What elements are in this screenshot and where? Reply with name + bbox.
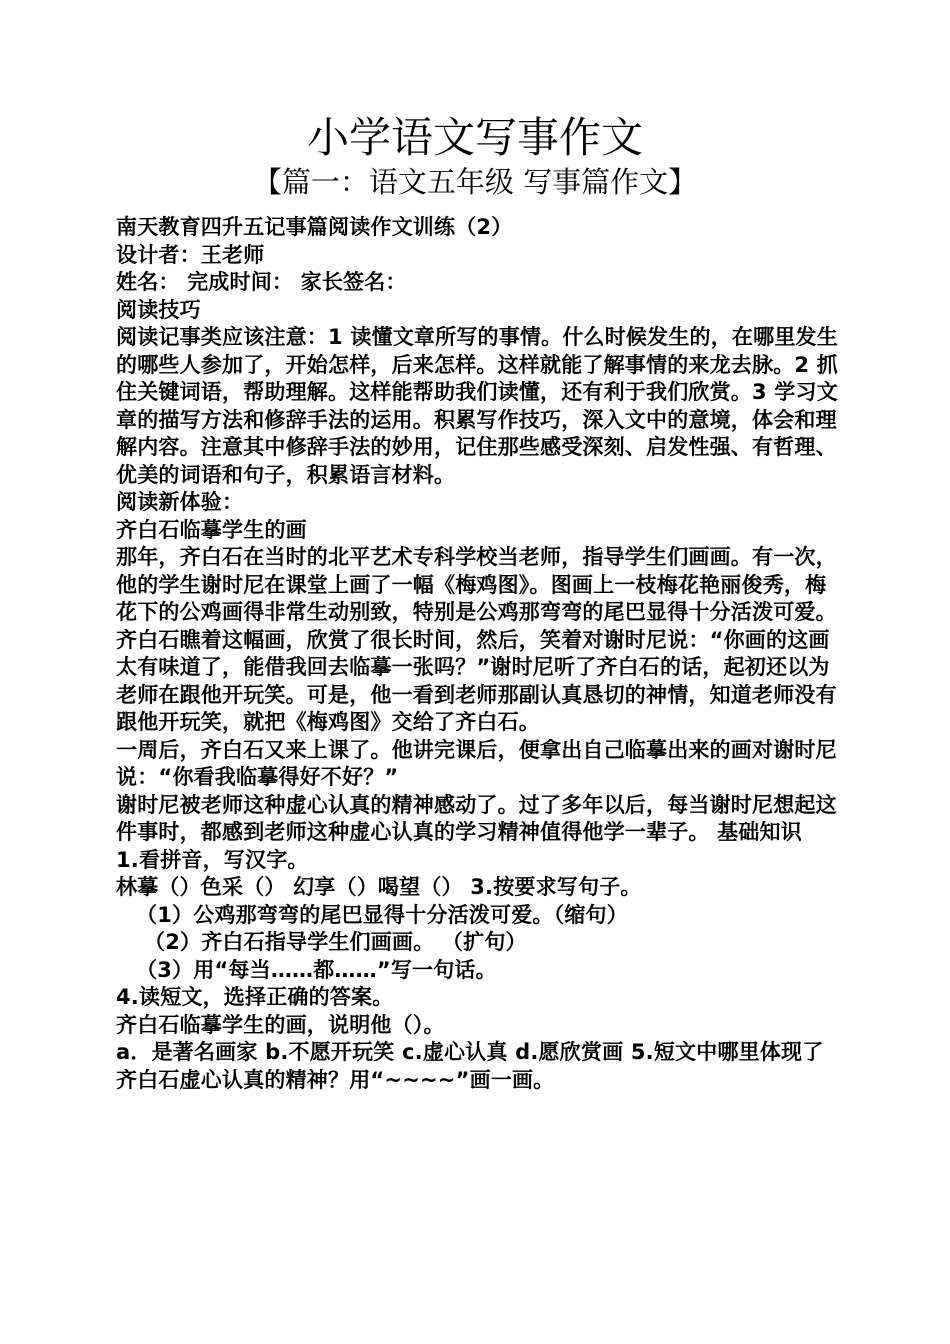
student-info-line: 姓名： 完成时间： 家长签名： [116,270,407,294]
story-paragraph-4: 谢时尼被老师这种虚心认真的精神感动了。过了多年以后，每当谢时尼想起这件事时，都感到老师这种虚心认真的学习精神值得他学一辈子。 基础知识 [116,792,837,844]
exercise-4-question: 齐白石临摹学生的画，说明他（）。 [116,1012,445,1037]
new-reading-heading: 阅读新体验： [116,490,244,514]
exercise-3-item-2: （2）齐白石指导学生们画画。 （扩句） [144,930,527,954]
reading-skills-heading: 阅读技巧 [116,297,201,322]
reading-skills-paragraph: 阅读记事类应该注意：1 读懂文章所写的事情。什么时候发生的，在哪里发生的哪些人参加了，开始怎样，后来怎样。这样就能了解事情的来龙去脉。2 抓住关键词语，帮助理解。这样能帮助我们读懂，还有利于我们欣赏。3 学习文章的描写方法和修辞手法的运用。积累写作技巧，深入文中的意境，体会和理解内容。注意其中修辞手法的妙用，记住那些感受深刻、启发性强、有哲理、优美的词语和句子，积累语言材料。 [116,325,838,487]
story-title: 齐白石临摹学生的画 [116,517,307,542]
story-paragraph-1: 那年，齐白石在当时的北平艺术专科学校当老师，指导学生们画画。有一次，他的学生谢时尼在课堂上画了一幅《梅鸡图》。图画上一枝梅花艳丽俊秀，梅花下的公鸡画得非常生动别致，特别是公鸡那弯弯的尾巴显得十分活泼可爱。 [116,545,837,624]
story-paragraph-2: 齐白石瞧着这幅画，欣赏了很长时间，然后，笑着对谢时尼说：“你画的这画太有味道了，能借我回去临摹一张吗？”谢时尼听了齐白石的话，起初还以为老师在跟他开玩笑。可是，他一看到老师那副认真恳切的神情，知道老师没有跟他开玩笑，就把《梅鸡图》交给了齐白石。 [116,627,837,734]
designer-line: 设计者：王老师 [116,242,265,267]
exercise-4-options: a．是著名画家 b.不愿开玩笑 c.虚心认真 d.愿欣赏画 5.短文中哪里体现了齐白石虚心认真的精神？用“~~~~”画一画。 [116,1040,824,1092]
exercise-3-item-3: （3）用“每当……都……”写一句话。 [136,957,497,982]
document-title: 小学语文写事作文 [306,113,643,162]
course-heading: 南天教育四升五记事篇阅读作文训练（2） [116,215,513,239]
exercise-4-heading: 4.读短文，选择正确的答案。 [116,985,394,1009]
story-paragraph-3: 一周后，齐白石又来上课了。他讲完课后，便拿出自己临摹出来的画对谢时尼说：“你看我临摹得好不好？” [116,737,837,789]
exercise-1-heading: 1.看拼音，写汉字。 [116,847,309,872]
exercise-3-item-1: （1）公鸡那弯弯的尾巴显得十分活泼可爱。（缩句） [136,902,628,927]
document-subtitle: 【篇一：语文五年级 写事篇作文】 [252,165,698,199]
exercise-1-items: 林摹（）色采（） 幻享（）喝望（） 3.按要求写句子。 [116,875,642,899]
document-body [116,214,838,1094]
